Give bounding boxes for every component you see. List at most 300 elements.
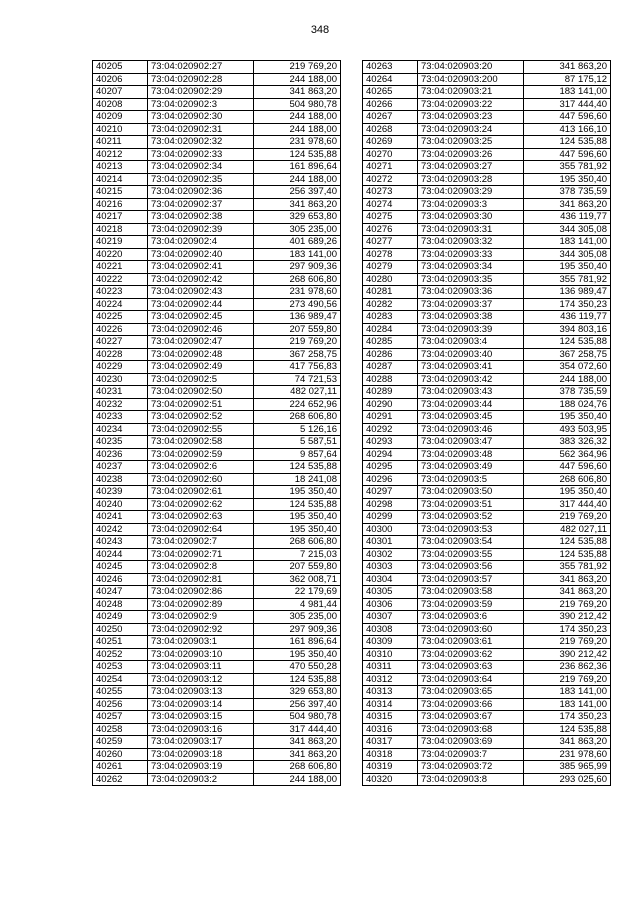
row-number-cell: 40287: [363, 361, 418, 374]
table-row: [363, 236, 611, 249]
row-number-cell: 40264: [363, 73, 418, 86]
cadastral-number-cell: 73:04:020902:89: [148, 598, 254, 611]
table-row: [363, 298, 611, 311]
value-cell: 124 535,88: [524, 548, 611, 561]
table-row: [363, 61, 611, 74]
table-row: [93, 161, 341, 174]
table-row: [363, 536, 611, 549]
value-cell: 124 535,88: [254, 148, 341, 161]
value-cell: 273 490,56: [254, 298, 341, 311]
cadastral-number-cell: 73:04:020903:61: [418, 636, 524, 649]
row-number-cell: 40238: [93, 473, 148, 486]
cadastral-number-cell: 73:04:020902:55: [148, 423, 254, 436]
row-number-cell: 40319: [363, 761, 418, 774]
value-cell: 297 909,36: [254, 261, 341, 274]
table-row: [93, 661, 341, 674]
cadastral-number-cell: 73:04:020902:60: [148, 473, 254, 486]
cadastral-number-cell: 73:04:020903:28: [418, 173, 524, 186]
value-cell: 136 989,47: [254, 311, 341, 324]
row-number-cell: 40234: [93, 423, 148, 436]
value-cell: 317 444,40: [524, 98, 611, 111]
row-number-cell: 40268: [363, 123, 418, 136]
table-row: [93, 623, 341, 636]
value-cell: 124 535,88: [254, 461, 341, 474]
value-cell: 341 863,20: [254, 736, 341, 749]
value-cell: 268 606,80: [524, 473, 611, 486]
value-cell: 219 769,20: [254, 336, 341, 349]
table-row: [363, 611, 611, 624]
value-cell: 305 235,00: [254, 611, 341, 624]
cadastral-number-cell: 73:04:020903:68: [418, 723, 524, 736]
row-number-cell: 40210: [93, 123, 148, 136]
cadastral-number-cell: 73:04:020902:40: [148, 248, 254, 261]
row-number-cell: 40224: [93, 298, 148, 311]
row-number-cell: 40219: [93, 236, 148, 249]
table-row: [93, 73, 341, 86]
value-cell: 195 350,40: [254, 486, 341, 499]
value-cell: 482 027,11: [524, 523, 611, 536]
value-cell: 174 350,23: [524, 623, 611, 636]
cadastral-number-cell: 73:04:020903:3: [418, 198, 524, 211]
cadastral-number-cell: 73:04:020902:3: [148, 98, 254, 111]
cadastral-number-cell: 73:04:020902:5: [148, 373, 254, 386]
row-number-cell: 40306: [363, 598, 418, 611]
table-row: [93, 711, 341, 724]
row-number-cell: 40244: [93, 548, 148, 561]
table-row: [363, 248, 611, 261]
cadastral-number-cell: 73:04:020902:61: [148, 486, 254, 499]
table-row: [363, 436, 611, 449]
value-cell: 355 781,92: [524, 561, 611, 574]
table-row: [93, 586, 341, 599]
value-cell: 124 535,88: [254, 498, 341, 511]
row-number-cell: 40320: [363, 773, 418, 786]
table-row: [363, 198, 611, 211]
table-row: [363, 648, 611, 661]
row-number-cell: 40263: [363, 61, 418, 74]
cadastral-number-cell: 73:04:020902:7: [148, 536, 254, 549]
value-cell: 136 989,47: [524, 286, 611, 299]
cadastral-number-cell: 73:04:020902:52: [148, 411, 254, 424]
table-row: [363, 473, 611, 486]
cadastral-number-cell: 73:04:020903:14: [148, 698, 254, 711]
table-row: [93, 686, 341, 699]
table-row: [363, 323, 611, 336]
row-number-cell: 40250: [93, 623, 148, 636]
row-number-cell: 40217: [93, 211, 148, 224]
row-number-cell: 40299: [363, 511, 418, 524]
cadastral-number-cell: 73:04:020902:8: [148, 561, 254, 574]
row-number-cell: 40257: [93, 711, 148, 724]
value-cell: 87 175,12: [524, 73, 611, 86]
value-cell: 341 863,20: [254, 198, 341, 211]
value-cell: 195 350,40: [254, 648, 341, 661]
table-row: [93, 148, 341, 161]
row-number-cell: 40236: [93, 448, 148, 461]
value-cell: 219 769,20: [524, 598, 611, 611]
table-row: [93, 373, 341, 386]
table-row: [363, 711, 611, 724]
value-cell: 174 350,23: [524, 711, 611, 724]
table-row: [93, 611, 341, 624]
table-row: [93, 136, 341, 149]
cadastral-number-cell: 73:04:020903:52: [418, 511, 524, 524]
row-number-cell: 40271: [363, 161, 418, 174]
table-row: [93, 423, 341, 436]
cadastral-number-cell: 73:04:020903:56: [418, 561, 524, 574]
value-cell: 344 305,08: [524, 223, 611, 236]
value-cell: 447 596,60: [524, 461, 611, 474]
cadastral-number-cell: 73:04:020902:71: [148, 548, 254, 561]
cadastral-number-cell: 73:04:020903:2: [148, 773, 254, 786]
table-row: [363, 386, 611, 399]
row-number-cell: 40290: [363, 398, 418, 411]
row-number-cell: 40208: [93, 98, 148, 111]
cadastral-number-cell: 73:04:020903:44: [418, 398, 524, 411]
cadastral-number-cell: 73:04:020903:50: [418, 486, 524, 499]
cadastral-number-cell: 73:04:020902:45: [148, 311, 254, 324]
cadastral-number-cell: 73:04:020903:20: [418, 61, 524, 74]
value-cell: 341 863,20: [524, 586, 611, 599]
cadastral-number-cell: 73:04:020903:25: [418, 136, 524, 149]
value-cell: 161 896,64: [254, 636, 341, 649]
cadastral-number-cell: 73:04:020902:41: [148, 261, 254, 274]
table-row: [363, 173, 611, 186]
cadastral-number-cell: 73:04:020903:66: [418, 698, 524, 711]
value-cell: 256 397,40: [254, 698, 341, 711]
table-row: [363, 511, 611, 524]
value-cell: 183 141,00: [524, 698, 611, 711]
value-cell: 413 166,10: [524, 123, 611, 136]
row-number-cell: 40243: [93, 536, 148, 549]
row-number-cell: 40245: [93, 561, 148, 574]
value-cell: 5 587,51: [254, 436, 341, 449]
table-row: [363, 273, 611, 286]
cadastral-number-cell: 73:04:020903:40: [418, 348, 524, 361]
cadastral-number-cell: 73:04:020903:60: [418, 623, 524, 636]
table-row: [363, 311, 611, 324]
table-row: [363, 636, 611, 649]
row-number-cell: 40240: [93, 498, 148, 511]
parcel-table-right: [362, 60, 611, 786]
row-number-cell: 40235: [93, 436, 148, 449]
cadastral-number-cell: 73:04:020903:4: [418, 336, 524, 349]
value-cell: 219 769,20: [524, 673, 611, 686]
value-cell: 341 863,20: [254, 86, 341, 99]
table-row: [93, 261, 341, 274]
table-row: [93, 273, 341, 286]
cadastral-number-cell: 73:04:020903:27: [418, 161, 524, 174]
value-cell: 161 896,64: [254, 161, 341, 174]
row-number-cell: 40211: [93, 136, 148, 149]
value-cell: 268 606,80: [254, 536, 341, 549]
value-cell: 329 653,80: [254, 211, 341, 224]
cadastral-number-cell: 73:04:020903:31: [418, 223, 524, 236]
row-number-cell: 40222: [93, 273, 148, 286]
table-row: [363, 573, 611, 586]
cadastral-number-cell: 73:04:020903:12: [148, 673, 254, 686]
row-number-cell: 40284: [363, 323, 418, 336]
table-row: [363, 448, 611, 461]
row-number-cell: 40292: [363, 423, 418, 436]
row-number-cell: 40226: [93, 323, 148, 336]
table-row: [363, 161, 611, 174]
value-cell: 367 258,75: [524, 348, 611, 361]
cadastral-number-cell: 73:04:020903:23: [418, 111, 524, 124]
cadastral-number-cell: 73:04:020903:53: [418, 523, 524, 536]
table-row: [363, 673, 611, 686]
table-row: [93, 536, 341, 549]
value-cell: 354 072,60: [524, 361, 611, 374]
value-cell: 219 769,20: [254, 61, 341, 74]
value-cell: 244 188,00: [254, 173, 341, 186]
value-cell: 493 503,95: [524, 423, 611, 436]
table-row: [363, 773, 611, 786]
table-row: [363, 761, 611, 774]
row-number-cell: 40262: [93, 773, 148, 786]
table-row: [93, 61, 341, 74]
value-cell: 124 535,88: [524, 723, 611, 736]
cadastral-number-cell: 73:04:020903:46: [418, 423, 524, 436]
table-row: [93, 673, 341, 686]
row-number-cell: 40220: [93, 248, 148, 261]
cadastral-number-cell: 73:04:020902:30: [148, 111, 254, 124]
cadastral-number-cell: 73:04:020903:37: [418, 298, 524, 311]
row-number-cell: 40293: [363, 436, 418, 449]
table-row: [93, 223, 341, 236]
row-number-cell: 40291: [363, 411, 418, 424]
row-number-cell: 40296: [363, 473, 418, 486]
table-row: [93, 436, 341, 449]
cadastral-number-cell: 73:04:020902:49: [148, 361, 254, 374]
table-row: [363, 698, 611, 711]
value-cell: 436 119,77: [524, 211, 611, 224]
cadastral-number-cell: 73:04:020903:34: [418, 261, 524, 274]
value-cell: 224 652,96: [254, 398, 341, 411]
cadastral-number-cell: 73:04:020903:6: [418, 611, 524, 624]
cadastral-number-cell: 73:04:020902:44: [148, 298, 254, 311]
table-row: [93, 723, 341, 736]
table-row: [363, 661, 611, 674]
row-number-cell: 40277: [363, 236, 418, 249]
table-row: [363, 623, 611, 636]
row-number-cell: 40307: [363, 611, 418, 624]
cadastral-number-cell: 73:04:020903:19: [148, 761, 254, 774]
value-cell: 355 781,92: [524, 161, 611, 174]
cadastral-number-cell: 73:04:020902:51: [148, 398, 254, 411]
row-number-cell: 40216: [93, 198, 148, 211]
row-number-cell: 40305: [363, 586, 418, 599]
value-cell: 124 535,88: [524, 536, 611, 549]
cadastral-number-cell: 73:04:020903:29: [418, 186, 524, 199]
value-cell: 355 781,92: [524, 273, 611, 286]
value-cell: 447 596,60: [524, 148, 611, 161]
row-number-cell: 40212: [93, 148, 148, 161]
cadastral-number-cell: 73:04:020903:10: [148, 648, 254, 661]
row-number-cell: 40312: [363, 673, 418, 686]
value-cell: 417 756,83: [254, 361, 341, 374]
table-row: [93, 298, 341, 311]
row-number-cell: 40267: [363, 111, 418, 124]
value-cell: 244 188,00: [254, 111, 341, 124]
row-number-cell: 40206: [93, 73, 148, 86]
table-row: [93, 773, 341, 786]
table-row: [363, 348, 611, 361]
row-number-cell: 40288: [363, 373, 418, 386]
table-row: [93, 511, 341, 524]
cadastral-number-cell: 73:04:020902:43: [148, 286, 254, 299]
cadastral-number-cell: 73:04:020903:11: [148, 661, 254, 674]
cadastral-number-cell: 73:04:020903:65: [418, 686, 524, 699]
table-row: [363, 423, 611, 436]
value-cell: 244 188,00: [254, 73, 341, 86]
value-cell: 504 980,78: [254, 98, 341, 111]
row-number-cell: 40265: [363, 86, 418, 99]
table-row: [93, 236, 341, 249]
value-cell: 329 653,80: [254, 686, 341, 699]
table-row: [93, 186, 341, 199]
value-cell: 317 444,40: [254, 723, 341, 736]
table-row: [93, 361, 341, 374]
row-number-cell: 40270: [363, 148, 418, 161]
row-number-cell: 40269: [363, 136, 418, 149]
cadastral-number-cell: 73:04:020903:18: [148, 748, 254, 761]
row-number-cell: 40266: [363, 98, 418, 111]
row-number-cell: 40221: [93, 261, 148, 274]
row-number-cell: 40316: [363, 723, 418, 736]
row-number-cell: 40259: [93, 736, 148, 749]
cadastral-number-cell: 73:04:020902:34: [148, 161, 254, 174]
table-row: [363, 111, 611, 124]
value-cell: 341 863,20: [524, 736, 611, 749]
table-row: [363, 286, 611, 299]
cadastral-number-cell: 73:04:020903:38: [418, 311, 524, 324]
table-row: [363, 686, 611, 699]
value-cell: 195 350,40: [524, 486, 611, 499]
cadastral-number-cell: 73:04:020902:35: [148, 173, 254, 186]
table-row: [363, 723, 611, 736]
table-row: [93, 173, 341, 186]
table-row: [363, 98, 611, 111]
value-cell: 236 862,36: [524, 661, 611, 674]
row-number-cell: 40298: [363, 498, 418, 511]
row-number-cell: 40272: [363, 173, 418, 186]
row-number-cell: 40252: [93, 648, 148, 661]
row-number-cell: 40225: [93, 311, 148, 324]
table-row: [93, 561, 341, 574]
row-number-cell: 40302: [363, 548, 418, 561]
row-number-cell: 40289: [363, 386, 418, 399]
cadastral-number-cell: 73:04:020903:42: [418, 373, 524, 386]
value-cell: 4 981,44: [254, 598, 341, 611]
table-row: [93, 98, 341, 111]
row-number-cell: 40308: [363, 623, 418, 636]
cadastral-number-cell: 73:04:020903:32: [418, 236, 524, 249]
value-cell: 394 803,16: [524, 323, 611, 336]
value-cell: 231 978,60: [254, 136, 341, 149]
value-cell: 367 258,75: [254, 348, 341, 361]
row-number-cell: 40281: [363, 286, 418, 299]
cadastral-number-cell: 73:04:020903:17: [148, 736, 254, 749]
row-number-cell: 40273: [363, 186, 418, 199]
table-row: [363, 523, 611, 536]
table-row: [93, 248, 341, 261]
table-row: [363, 398, 611, 411]
table-row: [93, 461, 341, 474]
table-row: [93, 348, 341, 361]
cadastral-number-cell: 73:04:020902:59: [148, 448, 254, 461]
table-row: [93, 311, 341, 324]
row-number-cell: 40256: [93, 698, 148, 711]
value-cell: 436 119,77: [524, 311, 611, 324]
table-row: [93, 486, 341, 499]
row-number-cell: 40301: [363, 536, 418, 549]
cadastral-number-cell: 73:04:020902:46: [148, 323, 254, 336]
value-cell: 174 350,23: [524, 298, 611, 311]
cadastral-number-cell: 73:04:020903:8: [418, 773, 524, 786]
table-row: [363, 123, 611, 136]
cadastral-number-cell: 73:04:020903:64: [418, 673, 524, 686]
value-cell: 231 978,60: [254, 286, 341, 299]
value-cell: 124 535,88: [524, 336, 611, 349]
row-number-cell: 40276: [363, 223, 418, 236]
value-cell: 74 721,53: [254, 373, 341, 386]
cadastral-number-cell: 73:04:020903:41: [418, 361, 524, 374]
value-cell: 183 141,00: [524, 86, 611, 99]
table-row: [363, 136, 611, 149]
value-cell: 305 235,00: [254, 223, 341, 236]
table-row: [93, 86, 341, 99]
value-cell: 124 535,88: [254, 673, 341, 686]
row-number-cell: 40275: [363, 211, 418, 224]
value-cell: 341 863,20: [254, 748, 341, 761]
table-row: [363, 336, 611, 349]
cadastral-number-cell: 73:04:020903:54: [418, 536, 524, 549]
table-row: [93, 198, 341, 211]
cadastral-number-cell: 73:04:020902:28: [148, 73, 254, 86]
cadastral-number-cell: 73:04:020902:48: [148, 348, 254, 361]
value-cell: 244 188,00: [254, 123, 341, 136]
value-cell: 390 212,42: [524, 611, 611, 624]
table-row: [363, 586, 611, 599]
parcel-table-left: [92, 60, 341, 786]
value-cell: 341 863,20: [524, 573, 611, 586]
cadastral-number-cell: 73:04:020903:57: [418, 573, 524, 586]
cadastral-number-cell: 73:04:020903:21: [418, 86, 524, 99]
cadastral-number-cell: 73:04:020902:63: [148, 511, 254, 524]
row-number-cell: 40260: [93, 748, 148, 761]
value-cell: 362 008,71: [254, 573, 341, 586]
value-cell: 378 735,59: [524, 386, 611, 399]
row-number-cell: 40258: [93, 723, 148, 736]
cadastral-number-cell: 73:04:020903:49: [418, 461, 524, 474]
row-number-cell: 40223: [93, 286, 148, 299]
row-number-cell: 40253: [93, 661, 148, 674]
cadastral-number-cell: 73:04:020903:63: [418, 661, 524, 674]
row-number-cell: 40315: [363, 711, 418, 724]
value-cell: 504 980,78: [254, 711, 341, 724]
row-number-cell: 40274: [363, 198, 418, 211]
cadastral-number-cell: 73:04:020902:42: [148, 273, 254, 286]
cadastral-number-cell: 73:04:020903:26: [418, 148, 524, 161]
cadastral-number-cell: 73:04:020903:30: [418, 211, 524, 224]
row-number-cell: 40232: [93, 398, 148, 411]
row-number-cell: 40247: [93, 586, 148, 599]
table-row: [93, 698, 341, 711]
row-number-cell: 40233: [93, 411, 148, 424]
cadastral-number-cell: 73:04:020902:32: [148, 136, 254, 149]
cadastral-number-cell: 73:04:020903:24: [418, 123, 524, 136]
